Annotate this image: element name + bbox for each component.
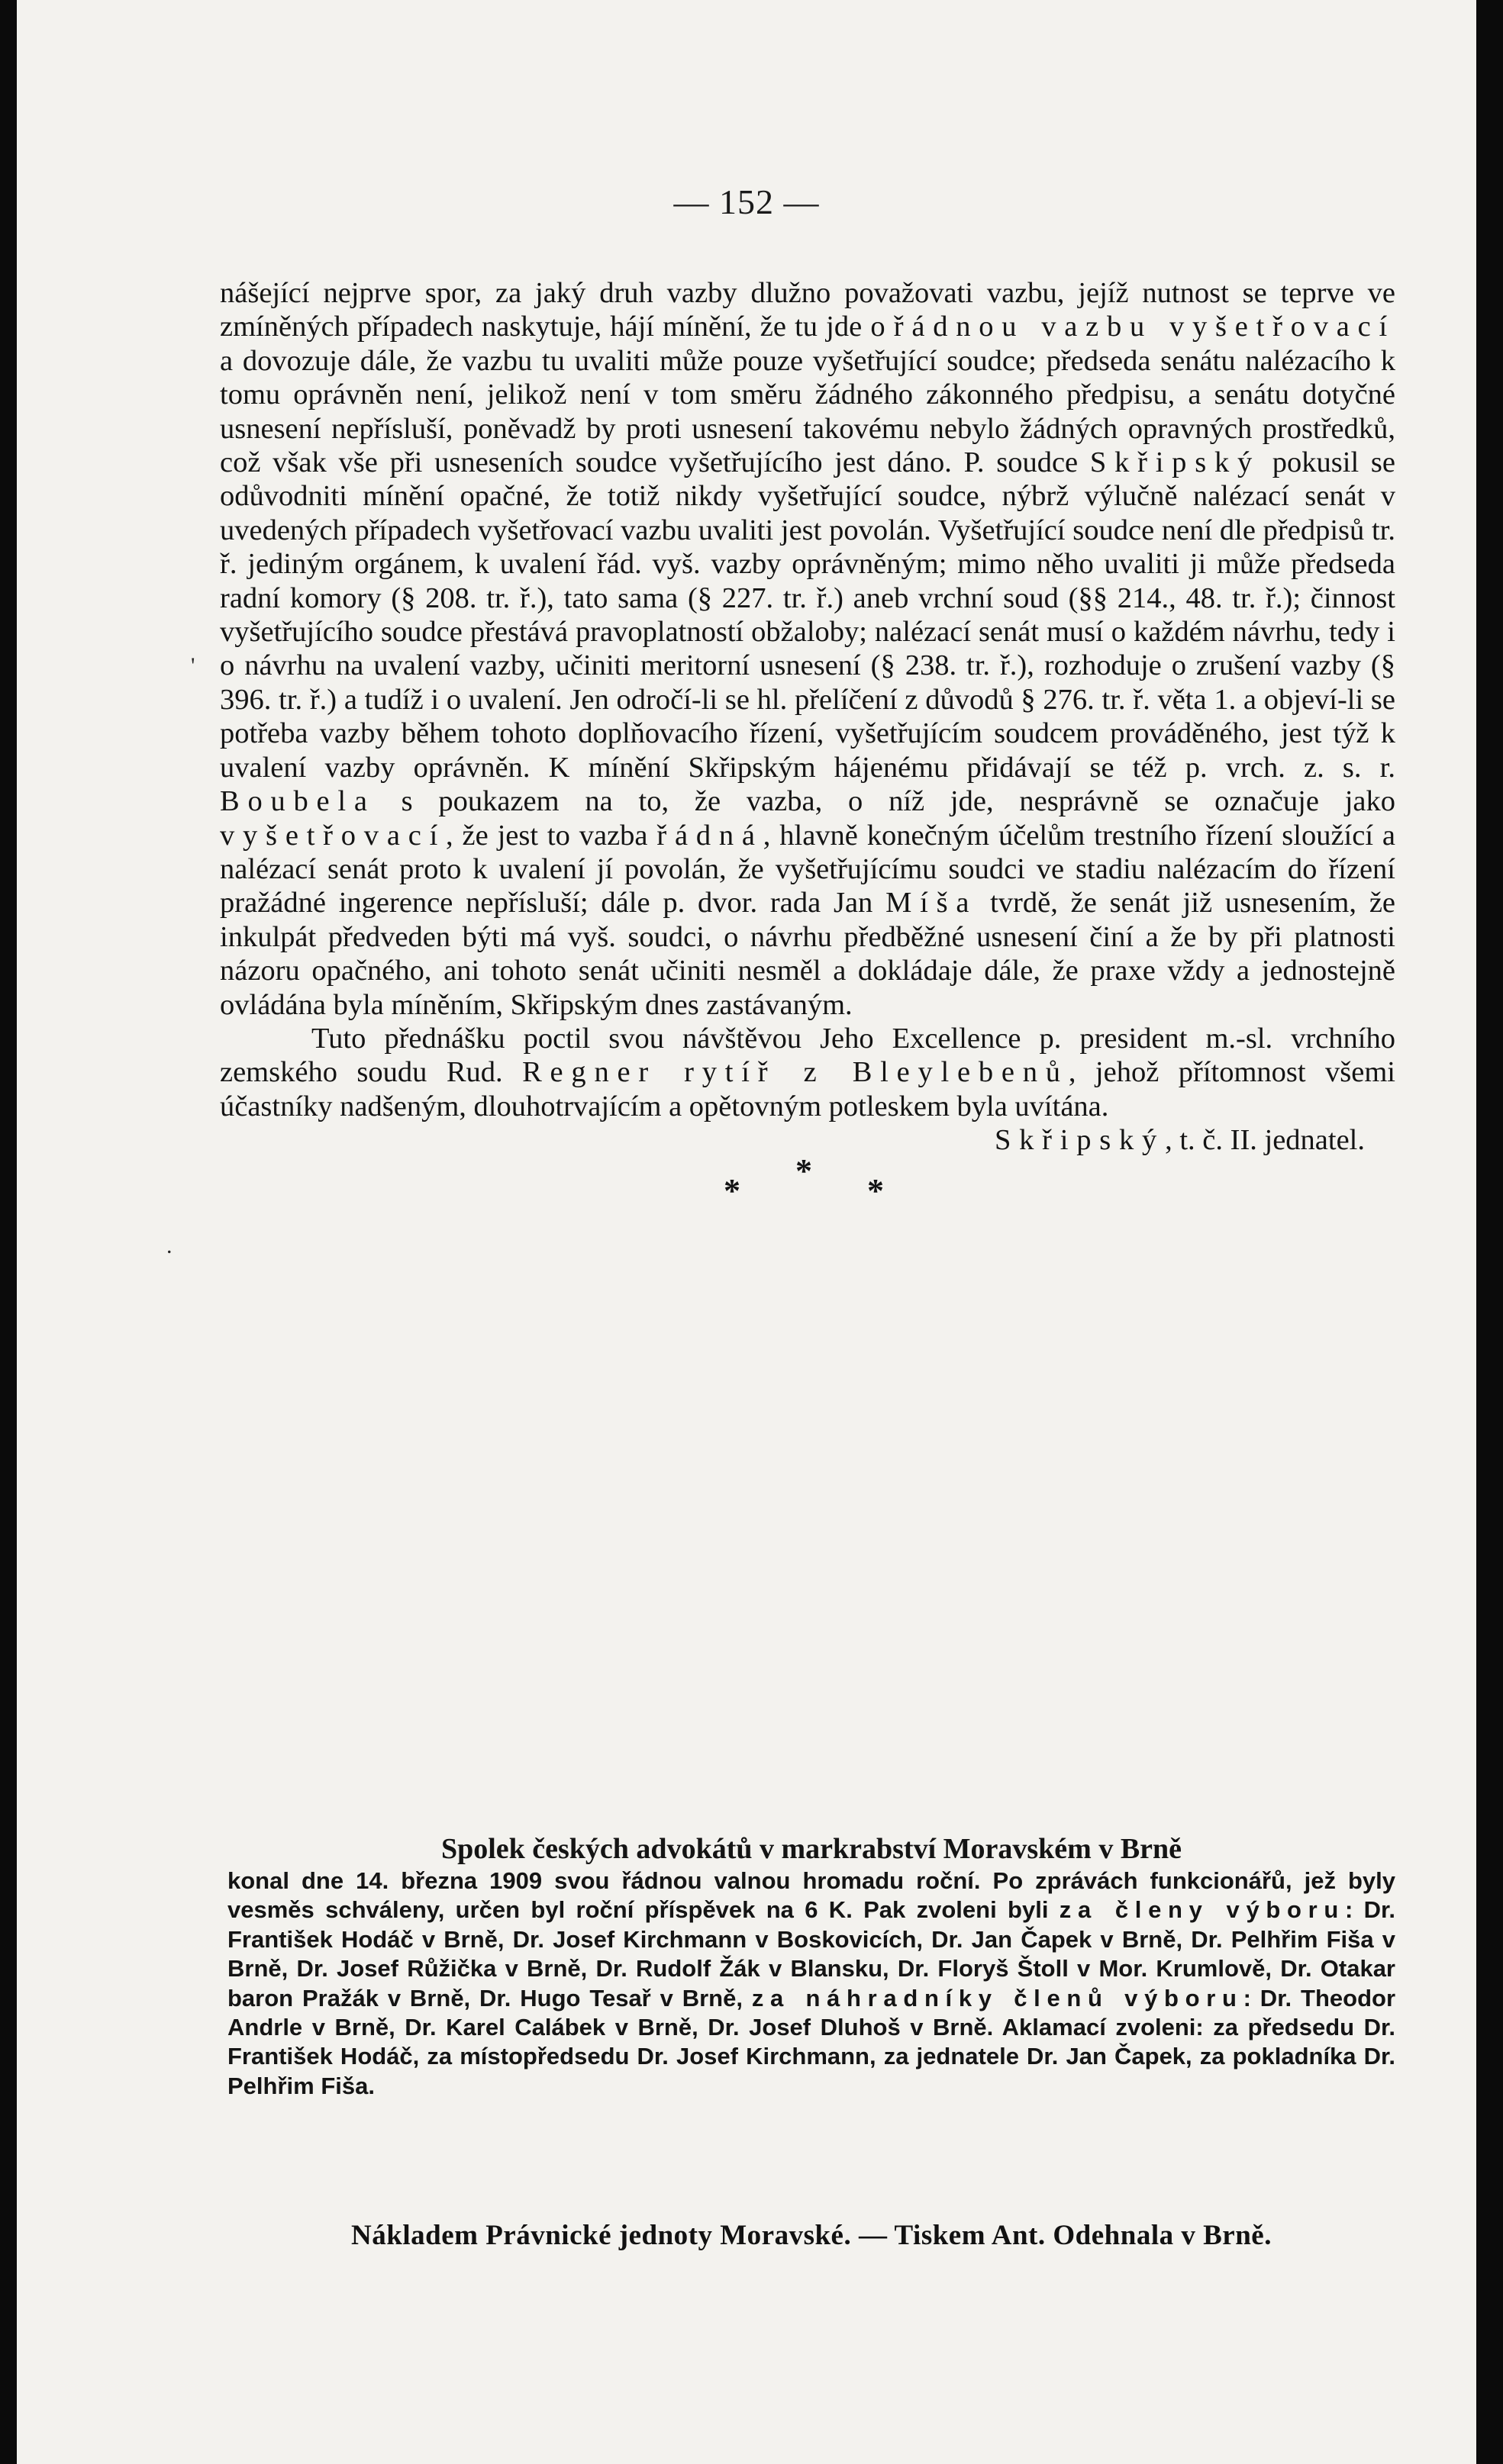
spaced-term: vyšetřovací [220, 819, 447, 852]
body-text [220, 276, 1395, 1208]
text-run: pokusil se odůvodniti mínění opačné, že totiž nikdy vyšetřující soudce, nýbrž výlučně nalézací senát v uvedených případech vyšetřovací vazbu uvaliti jest povolán. Vyšetřující soudce není dle předpisů tr. ř. jediným orgánem, k uvalení řád. vyš. vazby oprávněným; mimo něho uvaliti ji může předseda radní komory (§ 208. tr. ř.), tato sama (§ 227. tr. ř.) aneb vrchní soud (§§ 214., 48. tr. ř.); činnost vyšetřujícího soudce přestává pravoplatností obžaloby; nalézací senát musí o každém návrhu, tedy i o návrhu na uvalení vazby, učiniti meritorní usnesení (§ 238. tr. ř.), rozhoduje o zrušení vazby (§ 396. tr. ř.) a tudíž i o uvalení. Jen odročí-li se hl. přelíčení z důvodů § 276. tr. ř. věta 1. a objeví-li se potřeba vazby během tohoto doplňovacího řízení, vyšetřujícím soudcem prováděného, jest týž k uvalení vazby oprávněn. K mínění Skřipským hájenému přidávají se též p. vrch. z. s. r. [220, 446, 1395, 784]
spaced-name: Skřipský [1089, 446, 1261, 479]
notice-title: Spolek českých advokátů v markrabství Moravském v Brně [440, 1833, 1182, 1865]
page-paper [17, 0, 1476, 2464]
text-run: , hlavně konečným účelům trestního řízení sloužící a nalézací senát proto k uvalení jí povolán, že vyšetřujícímu soudci ve stadiu nalézacím do řízení pražádné ingerence nepřísluší; dále p. dvor. rada Jan [220, 819, 1395, 920]
spaced-term: za členy výboru [1059, 1896, 1345, 1924]
text-run: , že jest to vazba [446, 819, 657, 852]
asterisk-separator [220, 1151, 1395, 1209]
spaced-name: Regner rytíř z Bleylebenů [522, 1056, 1069, 1089]
asterisk: * [795, 1151, 812, 1190]
text-run: : Dr. František Hodáč v Brně, Dr. Josef Kirchmann v Boskovicích, Dr. Jan Čapek v Brně, Dr. Pelhřim Fiša v Brně, Dr. Josef Růžička v Brně, Dr. Rudolf Žák v Blansku, Dr. Floryš Štoll v Mor. Krumlově, Dr. Otakar baron Pražák v Brně, Dr. Hugo Tesař v Brně, [227, 1896, 1396, 2011]
spaced-name: Míša [885, 887, 978, 920]
spaced-term: řádná [656, 819, 763, 852]
signature-role: , t. č. II. jednatel. [1165, 1124, 1365, 1157]
asterisk: * [724, 1171, 740, 1209]
text-run: konal dne 14. března 1909 svou řádnou valnou hromadu roční. Po zprávách funkcionářů, jež byly vesměs schváleny, určen byl roční příspěvek na 6 K. Pak zvoleni byli [227, 1867, 1395, 1924]
text-run: nášející nejprve spor, za jaký druh vazby dlužno považovati vazbu, jejíž nutnost se teprve ve zmíněných případech naskytuje, hájí mínění, že tu jde o [220, 277, 1395, 343]
spaced-term: za náhradníky členů výboru [751, 1984, 1243, 2011]
association-notice [227, 1833, 1395, 2101]
signature-name: Skřipský [994, 1124, 1166, 1157]
page-number: — 152 — [673, 182, 820, 221]
paragraph-2 [220, 1022, 1395, 1123]
text-run: tvrdě, že senát již usnesením, že inkulpát předveden býti má vyš. soudci, o návrhu předběžné usnesení činí a že by při platnosti názoru opačného, ani tohoto senát učiniti nesměl a dokládaje dále, že praxe vždy a jednostejně ovládána byla míněním, Skřipským dnes zastávaným. [220, 887, 1395, 1021]
notice-body [227, 1867, 1395, 2101]
spaced-term: řádnou vazbu vyšetřovací [893, 311, 1395, 343]
text-run: a dovozuje dále, že vazbu tu uvaliti může pouze vyšetřující soudce; předseda senátu nalézacího k tomu oprávněn není, jelikož není v tom směru žádného zákonného předpisu, a senátu dotyčné usnesení nepřísluší, poněvadž by proti usnesení takovému nebylo žádných opravných prostředků, což však vše při usneseních soudce vyšetřujícího jest dáno. P. soudce [220, 344, 1395, 479]
publisher-imprint: Nákladem Právnické jednoty Moravské. — Tiskem Ant. Odehnala v Brně. [351, 2220, 1272, 2251]
text-run: : Dr. Theodor Andrle v Brně, Dr. Karel Calábek v Brně, Dr. Josef Dluhoš v Brně. Aklamací zvoleni: za předsedu Dr. František Hodáč, za místopředsedu Dr. Josef Kirchmann, za jednatele Dr. Jan Čapek, za pokladníka Dr. Pelhřim Fiša. [227, 1984, 1396, 2099]
text-run: , jehož přítomnost všemi účastníky nadšeným, dlouhotrvajícím a opětovným potleskem byla uvítána. [220, 1056, 1395, 1122]
spaced-name: Boubela [220, 785, 376, 818]
asterisk: * [867, 1171, 884, 1209]
text-run: Tuto přednášku poctil svou návštěvou Jeho Excellence p. president m.-sl. vrchního zemského soudu Rud. [220, 1022, 1395, 1089]
margin-mark: . [166, 1233, 173, 1258]
margin-mark: ' [191, 653, 195, 678]
paragraph-1 [220, 276, 1395, 1022]
text-run: s poukazem na to, že vazba, o níž jde, nesprávně se označuje jako [375, 785, 1395, 818]
